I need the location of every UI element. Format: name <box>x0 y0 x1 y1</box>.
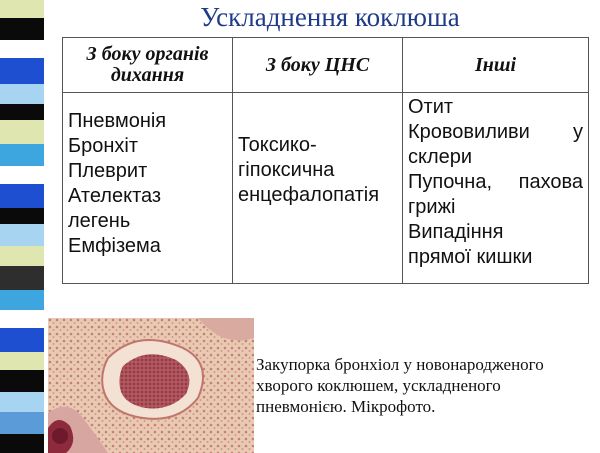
list-item: енцефалопатія <box>238 184 380 206</box>
list-item: Емфізема <box>68 235 161 257</box>
list-item: Ателектаз <box>68 185 162 207</box>
text-fragment: у <box>573 121 583 143</box>
text-fragment: Крововиливи <box>408 121 530 143</box>
cns-cell <box>233 93 403 284</box>
header-other: Інші <box>403 38 589 93</box>
list-item <box>408 120 583 145</box>
list-item: склери <box>408 146 473 168</box>
list-item: Плеврит <box>68 160 148 182</box>
list-item: грижі <box>408 196 456 218</box>
respiratory-cell <box>63 93 233 284</box>
figure-caption <box>256 354 600 417</box>
caption-line: Закупорка бронхіол у новонародженого <box>256 355 544 374</box>
micrograph-image <box>48 318 254 453</box>
micrograph-illustration <box>48 318 254 453</box>
header-cns: З боку ЦНС <box>233 38 403 93</box>
text-fragment: Пупочна, <box>408 171 493 193</box>
table-header-row <box>63 38 589 93</box>
decorative-stripe <box>0 0 44 453</box>
list-item: Випадіння <box>408 221 504 243</box>
list-item: прямої кишки <box>408 246 533 268</box>
list-item: Пневмонія <box>68 110 167 132</box>
table-row <box>63 93 589 284</box>
list-item: Бронхіт <box>68 135 139 157</box>
list-item: легень <box>68 210 131 232</box>
other-cell <box>403 93 589 284</box>
header-respiratory: З боку органів дихання <box>63 38 233 93</box>
list-item <box>408 170 583 195</box>
list-item: Токсико- <box>238 134 317 156</box>
text-fragment: пахова <box>518 171 583 193</box>
caption-line: хворого коклюшем, ускладненого <box>256 376 501 395</box>
complications-table <box>62 37 589 284</box>
list-item: Отит <box>408 96 454 118</box>
page-title: Ускладнення коклюша <box>200 2 460 32</box>
list-item: гіпоксична <box>238 159 335 181</box>
caption-line: пневмонією. Мікрофото. <box>256 397 436 416</box>
